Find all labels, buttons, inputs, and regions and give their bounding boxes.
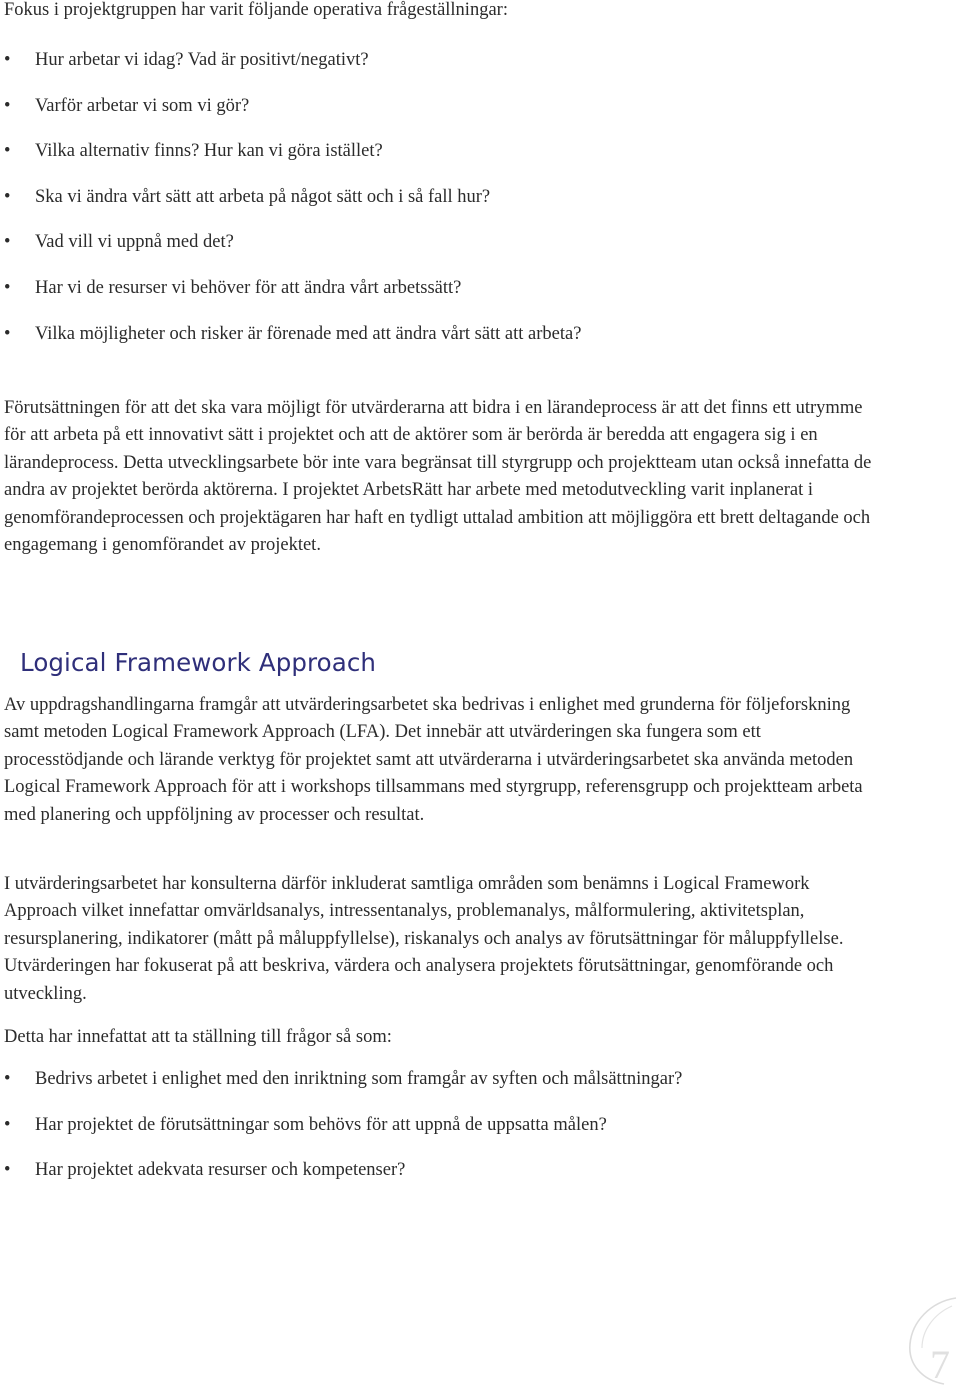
list-item: [4, 94, 581, 140]
paragraph-assignment: Av uppdragshandlingarna framgår att utvärderingsarbetet ska bedrivas i enlighet med grunderna för följeforskning samt metoden Logical Framework Approach (LFA). Det innebär att utvärderingen ska fungera som ett processtödjande och lärande verktyg för projektet samt att utvärderarna i utvärderingsarbetet ska använda metoden Logical Framework Approach för att i workshops tillsammans med styrgrupp, referensgrupp och projektteam arbeta med planering och uppföljning av processer och resultat.: [4, 695, 863, 825]
list-item: [4, 1157, 682, 1203]
list-item: [4, 322, 581, 368]
bullet-icon: •: [4, 95, 11, 116]
bullet-icon: •: [4, 1114, 11, 1135]
list-item-text: Har projektet de förutsättningar som behövs för att uppnå de uppsatta målen?: [35, 1114, 607, 1135]
question-list-operative: [4, 48, 581, 367]
list-item-text: Ska vi ändra vårt sätt att arbeta på något sätt och i så fall hur?: [35, 186, 491, 207]
bullet-icon: •: [4, 50, 11, 70]
list-item: [4, 1112, 682, 1158]
bullet-icon: •: [4, 277, 11, 298]
list-item-text: Bedrivs arbetet i enlighet med den inriktning som framgår av syften och målsättningar?: [35, 1069, 683, 1089]
question-list-evaluation: [4, 1066, 682, 1203]
list-item: [4, 139, 581, 185]
paragraph-prerequisites: Förutsättningen för att det ska vara möjligt för utvärderarna att bidra i en lärandeprocess är att det finns ett utrymme för att arbeta på ett innovativt sätt i projektet och att de aktörer som är berörda är beredda att engagera sig i en lärandeprocess. Detta utvecklingsarbete bör inte vara begränsat till styrgrupp och projektteam utan också innefatta de andra av projektet berörda aktörerna. I projektet ArbetsRätt har arbete med metodutveckling varit inplanerat i genomförandeprocessen och projektägaren har haft en tydligt uttalad ambition att möjliggöra ett brett deltagande och engagemang i genomförandet av projektet.: [4, 398, 872, 556]
intro-text: Fokus i projektgruppen har varit följande operativa frågeställningar:: [4, 0, 508, 20]
list-item-text: Har projektet adekvata resurser och kompetenser?: [35, 1160, 406, 1180]
page-number: 7: [930, 1342, 950, 1387]
bullet-icon: •: [4, 232, 11, 253]
list-item-text: Varför arbetar vi som vi gör?: [35, 95, 250, 116]
list-item-text: Har vi de resurser vi behöver för att ändra vårt arbetssätt?: [35, 277, 462, 298]
list-item: [4, 48, 581, 94]
list-item: [4, 230, 581, 276]
bullet-icon: •: [4, 1160, 11, 1180]
section-heading: Logical Framework Approach: [20, 648, 377, 677]
list-item-text: Vilka alternativ finns? Hur kan vi göra istället?: [35, 141, 383, 162]
bullet-icon: •: [4, 323, 11, 344]
page-number-swirl-icon: [860, 1292, 960, 1392]
list-item-text: Hur arbetar vi idag? Vad är positivt/negativt?: [35, 50, 369, 70]
list-item-text: Vilka möjligheter och risker är förenade med att ändra vårt sätt att arbeta?: [35, 323, 582, 344]
list-item: [4, 185, 581, 231]
list-item: [4, 1066, 682, 1112]
paragraph-evaluation: I utvärderingsarbetet har konsulterna därför inkluderat samtliga områden som benämns i Logical Framework Approach vilket innefattar omvärldsanalys, intressentanalys, problemanalys, målformulering, aktivitetsplan, resursplanering, indikatorer (mått på måluppfyllelse), riskanalys och analys av förutsättningar för måluppfyllelse. Utvärderingen har fokuserat på att beskriva, värdera och analysera projektets förutsättningar, genomförande och utveckling.: [4, 874, 844, 1004]
list-item-text: Vad vill vi uppnå med det?: [35, 232, 234, 253]
bullet-icon: •: [4, 141, 11, 162]
bullet-icon: •: [4, 186, 11, 207]
list-item: [4, 276, 581, 322]
paragraph-questions-intro: Detta har innefattat att ta ställning till frågor så som:: [4, 1027, 392, 1047]
bullet-icon: •: [4, 1069, 11, 1089]
